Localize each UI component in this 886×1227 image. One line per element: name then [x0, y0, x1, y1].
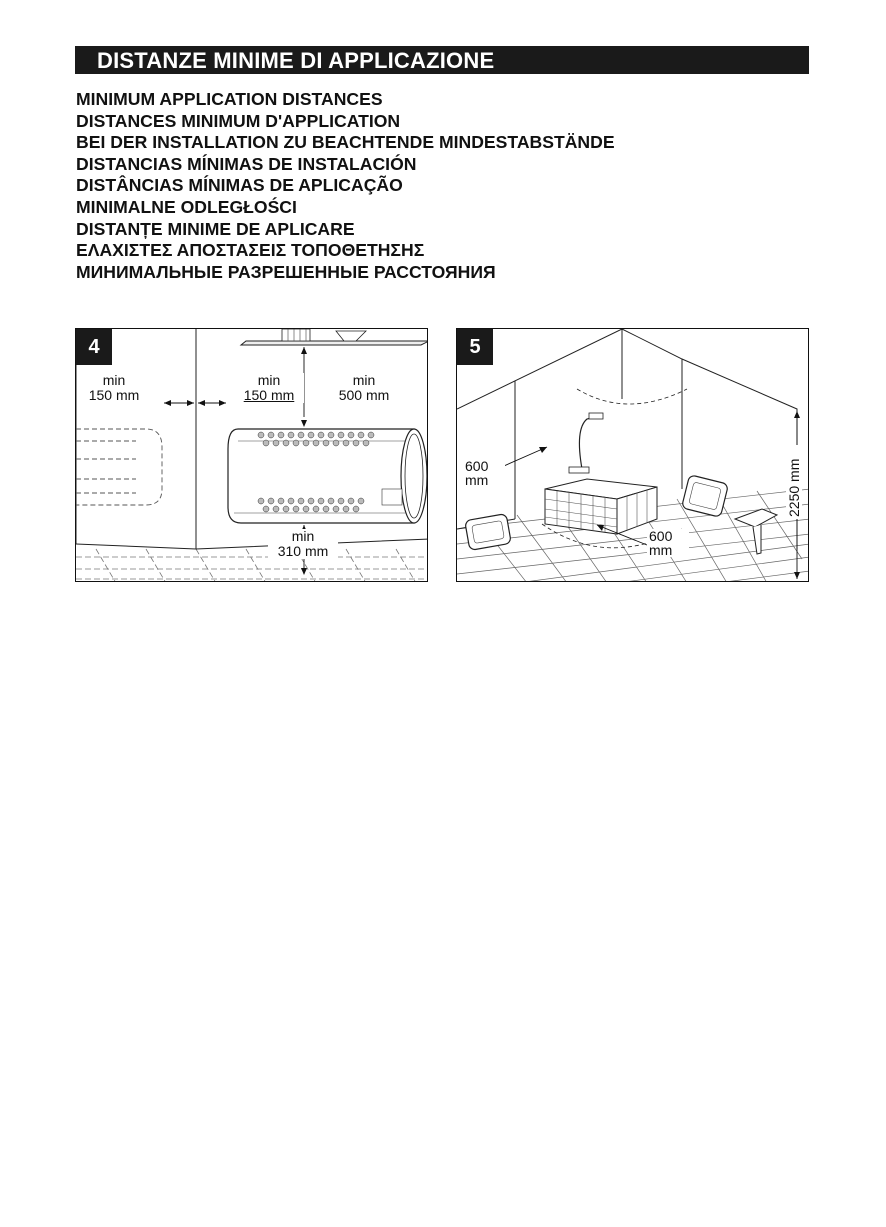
title-spanish: DISTANCIAS MÍNIMAS DE INSTALACIÓN [76, 153, 417, 174]
page-title: DISTANZE MINIME DI APPLICAZIONE [75, 46, 809, 74]
title-polish: MINIMALNE ODLEGŁOŚCI [76, 196, 297, 217]
title-german: BEI DER INSTALLATION ZU BEACHTENDE MINDESTABSTÄNDE [76, 132, 615, 153]
title-french: DISTANCES MINIMUM D'APPLICATION [76, 110, 401, 131]
figure-number-5: 5 [457, 329, 493, 365]
title-english: MINIMUM APPLICATION DISTANCES [76, 89, 383, 109]
title-greek: ΕΛΑΧΙΣΤΕΣ ΑΠΟΣΤΑΣΕΙΣ ΤΟΠΟΘΕΤΗΣΗΣ [76, 240, 425, 261]
wall-clearance-label: 600 mm [463, 459, 505, 487]
height-clearance-label: 2250 mm [786, 445, 802, 519]
top-clearance-label: min 500 mm [330, 373, 398, 403]
bath-clearance-label: 600 mm [647, 529, 689, 557]
figure-4-wall-clearances [75, 328, 428, 582]
translated-titles-list [76, 89, 615, 283]
figure-4-illustration [76, 329, 428, 582]
figure-5-illustration [457, 329, 809, 582]
title-romanian: DISTANȚE MINIME DE APLICARE [76, 218, 355, 239]
title-russian: МИНИМАЛЬНЫЕ РАЗРЕШЕННЫЕ РАССТОЯНИЯ [76, 261, 496, 282]
bottom-clearance-label: min 310 mm [268, 529, 338, 559]
side-clearance-label: min 150 mm [234, 373, 304, 403]
figure-number-4: 4 [76, 329, 112, 365]
title-portuguese: DISTÂNCIAS MÍNIMAS DE APLICAÇÃO [76, 175, 403, 196]
left-clearance-label: min 150 mm [82, 373, 146, 403]
figure-5-bathroom-clearances [456, 328, 809, 582]
